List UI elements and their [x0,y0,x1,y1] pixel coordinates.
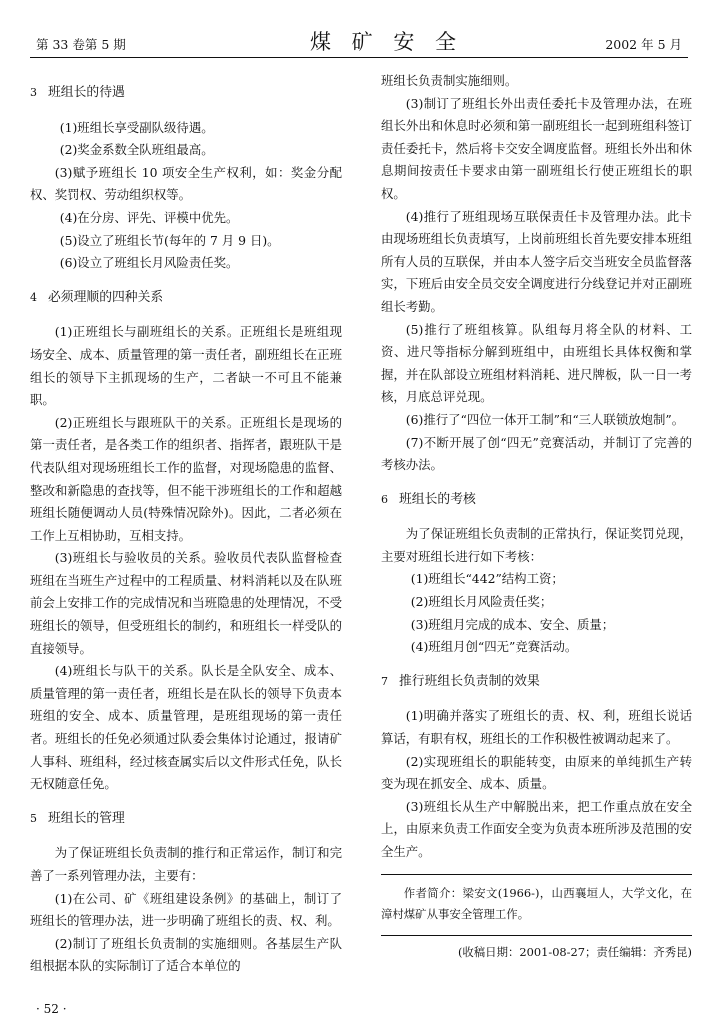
bio-rule [381,874,692,875]
journal-date: 2002 年 5 月 [605,37,682,52]
paragraph-continuation: 班组长负责制实施细则。 [381,73,518,88]
paragraph: (2)制订了班组长负责制的实施细则。各基层生产队组根据本队的实际制订了适合本单位的 [30,935,342,974]
paragraph: (1)明确并落实了班组长的责、权、利，班组长说话算话，有职有权，班组长的工作积极性被调动起来了。 [381,708,692,747]
list-item: (4)班组月创“四无”竞赛活动。 [410,639,578,655]
list-item: (6)设立了班组长月风险责任奖。 [59,255,239,271]
paragraph: 为了保证班组长负责制的正常执行，保证奖罚兑现，主要对班组长进行如下考核： [381,526,692,564]
left-column [30,70,342,978]
paragraph: 为了保证班组长负责制的推行和正常运作，制订和完善了一系列管理办法，主要有： [30,845,342,883]
received-date: (收稿日期：2001-08-27；责任编辑：齐秀昆) [457,944,692,959]
paragraph: (3)班组长从生产中解脱出来，把工作重点放在安全上，由原来负责工作面安全变为负责本班所涉及范围的安全生产。 [381,798,692,859]
paragraph: (3)班组长与验收员的关系。验收员代表队监督检查班组在当班生产过程中的工程质量、材料消耗以及在队班前会上安排工作的完成情况和当班隐患的处理情况，不受班组长的领导，但受班组长的制约，和班组长一样受队的直接领导。 [30,550,342,656]
list-item: (1)班组长“442”结构工资； [410,571,564,587]
right-column [381,70,692,962]
paragraph: (4)班组长与队干的关系。队长是全队安全、成本、质量管理的第一责任者，班组长是在队长的领导下负责本班组的安全、成本、质量管理，是班组现场的第一责任者。班组长的任免必须通过队委会集体讨论通过，报请矿人事科、班组科，经过核查属实后以文件形式任免，队长无权随意任免。 [30,663,342,792]
section-6-heading: 6 班组长的考核 [381,491,476,507]
page-number: · 52 · [36,1002,67,1016]
section-4-heading: 4 必须理顺的四种关系 [30,289,164,305]
section-3-heading: 3 班组长的待遇 [30,85,125,100]
section-7-heading: 7 推行班组长负责制的效果 [381,673,540,689]
section-5-heading: 5 班组长的管理 [30,810,125,826]
paragraph: (6)推行了“四位一体开工制”和“三人联锁放炮制”。 [405,411,685,427]
list-item: (2)奖金系数全队班组最高。 [59,142,214,158]
paragraph: (2)实现班组长的职能转变，由原来的单纯抓生产转变为现在抓安全、成本、质量。 [381,753,692,792]
list-item: (3)赋予班组长 10 项安全生产权利，如：奖金分配权、奖罚权、劳动组织权等。 [30,164,342,203]
paragraph: (1)正班组长与副班组长的关系。正班组长是班组现场安全、成本、质量管理的第一责任者，副班组长在正班组长的领导下主抓现场的生产，二者缺一不可且不能兼职。 [30,324,342,408]
paragraph: (3)制订了班组长外出责任委托卡及管理办法，在班组长外出和休息时必须和第一副班组长一起到班组科签订责任委托卡，然后将卡交安全调度监督。班组长外出和休息期间按责任卡要求由第一副班组长行使正班组长的职权。 [381,95,692,201]
received-rule [381,935,692,936]
paragraph: (1)在公司、矿《班组建设条例》的基础上，制订了班组长的管理办法，进一步明确了班组长的责、权、利。 [30,890,342,929]
paragraph: (2)正班组长与跟班队干的关系。正班组长是现场的第一责任者，是各类工作的组织者、指挥者，跟班队干是代表队组对现场班组长工作的监督，对现场隐患的监督、整改和新隐患的查找等，但不能干涉班组长的工作和超越班组长随便调动人员(特殊情况除外)。因此，二者必须在工作上互相协助，互相支持。 [30,414,342,543]
list-item: (2)班组长月风险责任奖； [410,594,553,610]
list-item: (5)设立了班组长节(每年的 7 月 9 日)。 [59,232,280,248]
list-item: (4)在分房、评先、评模中优先。 [59,209,239,225]
paragraph: (5)推行了班组核算。队组每月将全队的材料、工资、进尺等指标分解到班组中，由班组长具体权衡和掌握，并在队部设立班组材料消耗、进尺牌板，队一日一考核，月底总评兑现。 [381,321,692,405]
list-item: (3)班组月完成的成本、安全、质量； [410,616,615,632]
header-rule [30,57,688,58]
paragraph: (7)不断开展了创“四无”竞赛活动，并制订了完善的考核办法。 [381,434,692,473]
list-item: (1)班组长享受副队级待遇。 [59,119,214,135]
paragraph: (4)推行了班组现场互联保责任卡及管理办法。此卡由现场班组长负责填写，上岗前班组长首先要安排本班组所有人员的互联保，并由本人签字后交当班安全员监督落实，下班后由安全员交安全调度进行分线登记并对正副班组长考勤。 [381,208,692,314]
journal-title: 煤 矿 安 全 [310,30,464,54]
journal-volume-issue: 第 33 卷第 5 期 [36,37,126,52]
author-bio: 作者简介：梁安文(1966-)，山西襄垣人，大学文化，在漳村煤矿从事安全管理工作。 [381,885,692,921]
